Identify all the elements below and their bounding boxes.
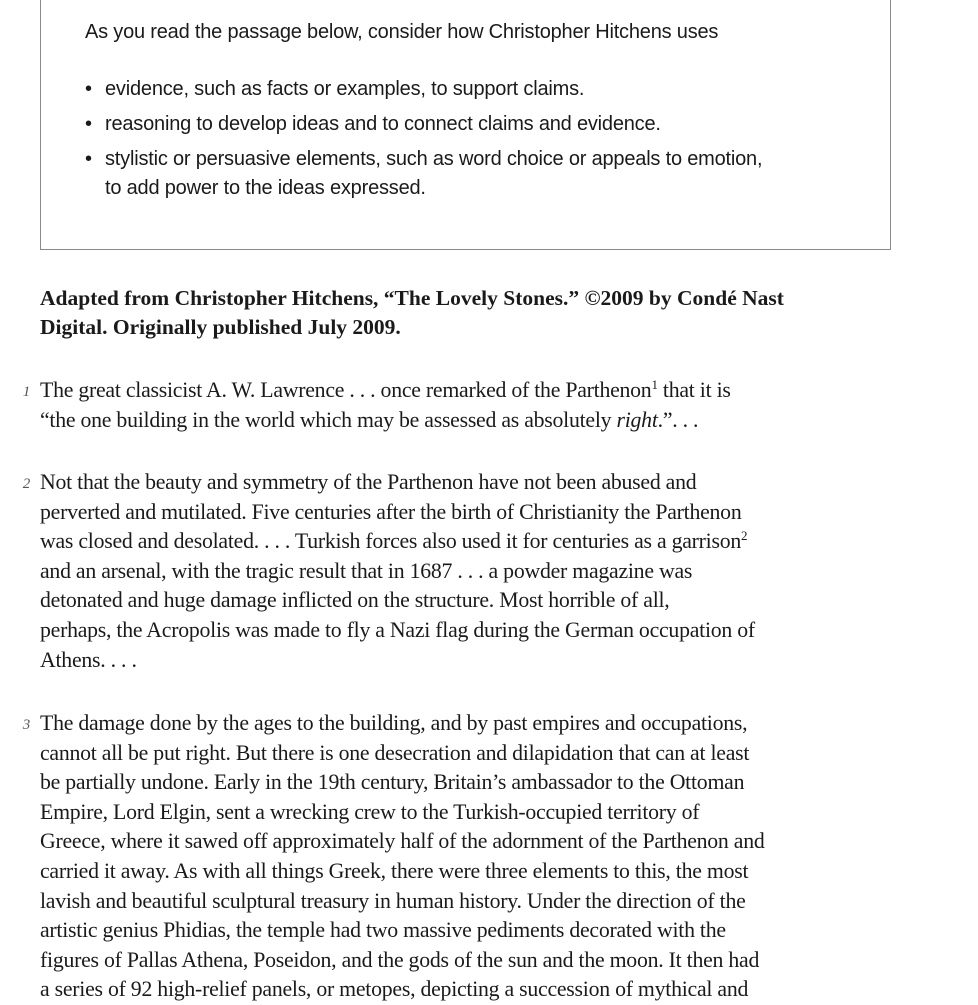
text-line: artistic genius Phidias, the temple had two massive pediments decorated with the [40, 918, 726, 943]
text-line: figures of Pallas Athena, Poseidon, and the gods of the sun and the moon. It then had [40, 947, 760, 972]
bullet-icon: • [85, 78, 92, 100]
bullet-icon: • [85, 113, 92, 135]
text-line: lavish and beautiful sculptural treasury in human history. Under the direction of the [40, 888, 746, 913]
instructions-box [40, 0, 891, 250]
text-line: perhaps, the Acropolis was made to fly a Nazi flag during the German occupation of [40, 617, 755, 642]
text-line: cannot all be put right. But there is one desecration and dilapidation that can at least [40, 740, 750, 765]
text-line: Greece, where it sawed off approximately half of the adornment of the Parthenon and [40, 829, 765, 854]
list-item: • evidence, such as facts or examples, to support claims. [85, 75, 845, 104]
paragraph-3 [22, 709, 900, 1005]
text-line: Athens. . . . [40, 647, 137, 672]
text-line: was closed and desolated. . . . Turkish forces also used it for centuries as a garrison$^2$ [40, 528, 748, 554]
text-line: and an arsenal, with the tragic result that in 1687 . . . a powder magazine was [40, 558, 693, 583]
text-line: carried it away. As with all things Greek, there were three elements to this, the most [40, 858, 749, 883]
text-line: detonated and huge damage inflicted on the structure. Most horrible of all, [40, 588, 670, 613]
list-item: • stylistic or persuasive elements, such as word choice or appeals to emotion, to add power to the ideas expressed. [85, 145, 845, 203]
list-item: • reasoning to develop ideas and to connect claims and evidence. [85, 110, 845, 139]
text-line: Not that the beauty and symmetry of the Parthenon have not been abused and [40, 470, 697, 494]
source-citation: Adapted from Christopher Hitchens, “The Lovely Stones.” ©2009 by Condé Nast Digital. Originally published July 2009. [40, 286, 784, 339]
text-line: perverted and mutilated. Five centuries after the birth of Christianity the Parthenon [40, 499, 742, 524]
text-line: a series of 92 high-relief panels, or metopes, depicting a succession of mythical and [40, 977, 749, 1002]
instructions-list [85, 75, 845, 209]
bullet-icon: • [85, 148, 92, 170]
paragraph-number: 2 [22, 476, 30, 492]
paragraph-number: 3 [22, 717, 30, 733]
paragraph-2 [22, 468, 900, 675]
paragraph-number: 1 [22, 384, 30, 400]
text-line: “the one building in the world which may be assessed as absolutely right.”. . . [40, 407, 699, 432]
text-line: be partially undone. Early in the 19th century, Britain’s ambassador to the Ottoman [40, 770, 745, 795]
text-line: The great classicist A. W. Lawrence . . . once remarked of the Parthenon$^1$ that it is [40, 377, 731, 402]
paragraph-1 [22, 376, 900, 435]
footnote-marker: 2 [741, 528, 748, 544]
footnote-marker: 1 [651, 377, 658, 392]
text-line: The damage done by the ages to the building, and by past empires and occupations, [40, 711, 748, 735]
text-line: Empire, Lord Elgin, sent a wrecking crew to the Turkish-occupied territory of [40, 799, 700, 824]
instructions-intro: As you read the passage below, consider how Christopher Hitchens uses [85, 21, 719, 43]
